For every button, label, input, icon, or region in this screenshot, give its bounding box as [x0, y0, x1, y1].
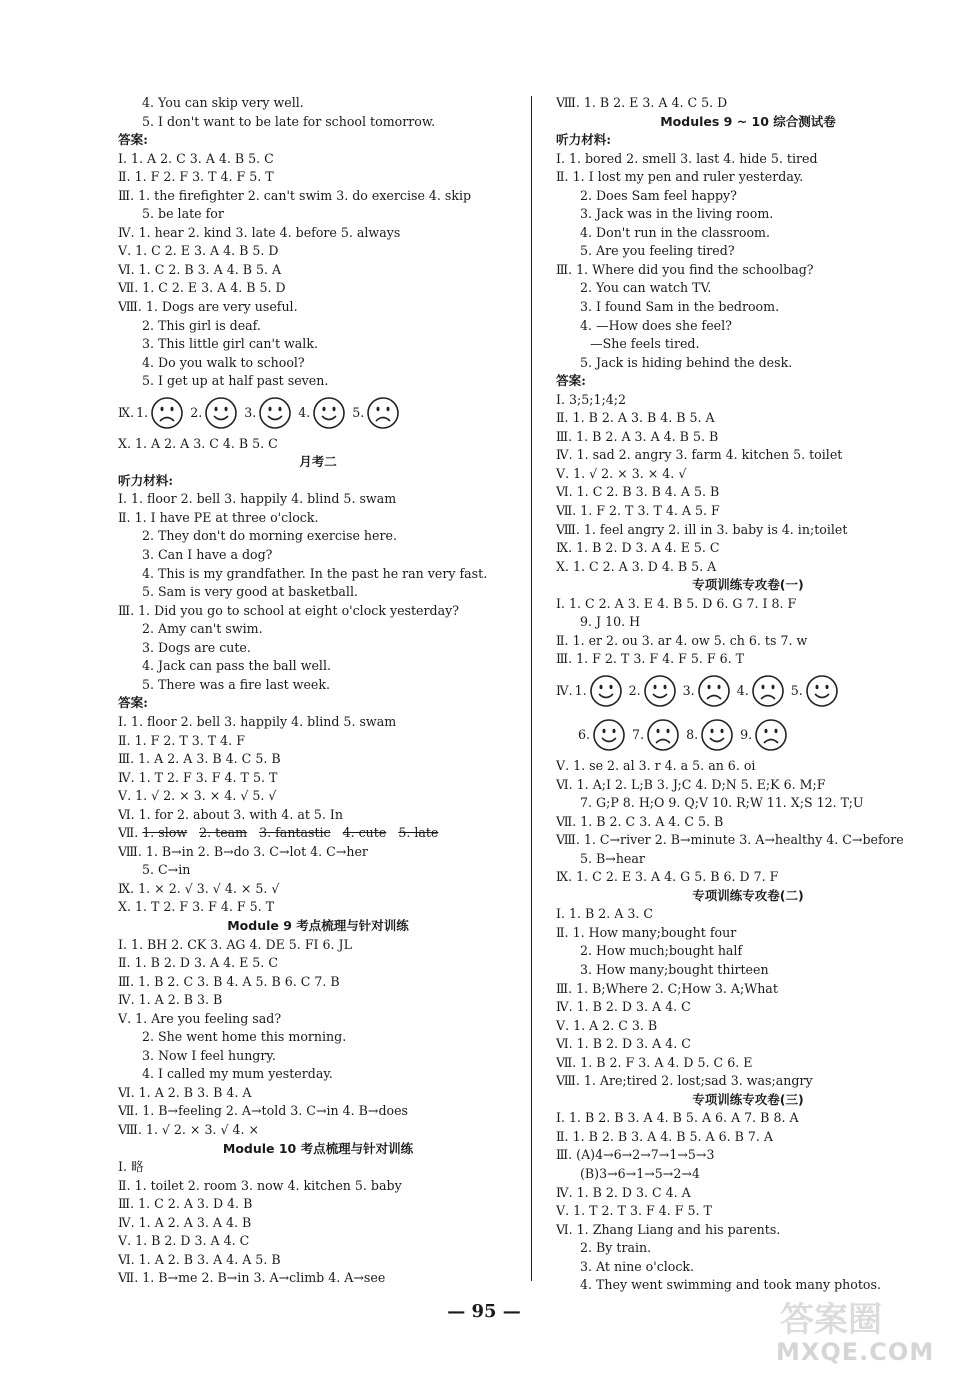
- answer-line: Ⅸ. 1. × 2. √ 3. √ 4. × 5. √: [118, 880, 280, 896]
- answer-line: Ⅵ. 1. Zhang Liang and his parents.: [556, 1221, 781, 1237]
- smiley-face-icon: [805, 674, 839, 708]
- section-title: 专项训练专攻卷(二): [692, 887, 804, 903]
- answer-line: Ⅱ. 1. B 2. B 3. A 4. B 5. A 6. B 7. A: [556, 1128, 774, 1144]
- answer-line: Ⅹ. 1. T 2. F 3. F 4. F 5. T: [118, 899, 275, 915]
- answer-line: Ⅳ. 1. B 2. D 3. C 4. A: [556, 1184, 691, 1200]
- answer-line: 5. B→hear: [580, 850, 645, 866]
- face-answer-number: 4.: [736, 683, 749, 699]
- answer-line: Ⅷ. 1. B→in 2. B→do 3. C→lot 4. C→her: [118, 843, 368, 859]
- answer-line: Ⅵ. 1. A 2. B 3. A 4. A 5. B: [118, 1251, 281, 1267]
- face-answers: [118, 391, 518, 435]
- answer-line: 5. There was a fire last week.: [142, 676, 330, 692]
- section-title: Module 9 考点梳理与针对训练: [227, 917, 409, 933]
- answer-line: 2. Does Sam feel happy?: [580, 187, 737, 203]
- sad-face-icon: [646, 718, 680, 752]
- answer-line: Ⅲ. 1. A 2. A 3. B 4. C 5. B: [118, 751, 281, 767]
- watermark-site: MXQE.COM: [776, 1338, 935, 1366]
- answer-line: Ⅴ. 1. T 2. T 3. F 4. F 5. T: [556, 1203, 712, 1219]
- section-title: Modules 9 ~ 10 综合测试卷: [660, 113, 836, 129]
- answer-line: 2. This girl is deaf.: [142, 317, 261, 333]
- smiley-face-icon: [643, 674, 677, 708]
- sad-face-icon: [697, 674, 731, 708]
- answer-line: Ⅱ. 1. B 2. D 3. A 4. E 5. C: [118, 955, 278, 971]
- answer-line: 3. Jack was in the living room.: [580, 206, 774, 222]
- page-number: — 95 —: [447, 1301, 521, 1322]
- answer-line: Ⅱ. 1. er 2. ou 3. ar 4. ow 5. ch 6. ts 7. w: [556, 632, 808, 648]
- answer-line: Ⅵ. 1. for 2. about 3. with 4. at 5. In: [118, 806, 344, 822]
- column-divider: [531, 96, 532, 1281]
- face-answer-number: 5.: [352, 405, 365, 421]
- section-title: Module 10 考点梳理与针对训练: [222, 1140, 414, 1156]
- answer-line: 2. By train.: [580, 1240, 652, 1256]
- face-answer-number: 6.: [578, 727, 591, 743]
- answer-line: 3. I found Sam in the bedroom.: [580, 299, 780, 315]
- left-column: [118, 94, 518, 1288]
- answer-line: Ⅳ. 1. sad 2. angry 3. farm 4. kitchen 5. toilet: [556, 447, 843, 463]
- face-answer-number: 1.: [136, 405, 149, 421]
- sad-face-icon: [751, 674, 785, 708]
- face-answer: [632, 718, 680, 752]
- answer-line: Ⅸ. 1. B 2. D 3. A 4. E 5. C: [556, 540, 720, 556]
- answer-line: Ⅲ. 1. B 2. A 3. A 4. B 5. B: [556, 428, 719, 444]
- smiley-face-icon: [204, 396, 238, 430]
- answer-line: 5. Jack is hiding behind the desk.: [580, 354, 793, 370]
- right-column: [556, 94, 940, 1295]
- answer-line: 4. Do you walk to school?: [142, 354, 305, 370]
- face-answers: [556, 669, 940, 713]
- face-answer-number: 8.: [686, 727, 699, 743]
- watermark: [660, 1290, 960, 1370]
- answer-line: 5. I get up at half past seven.: [142, 373, 329, 389]
- answer-line: 9. J 10. H: [580, 614, 641, 630]
- answer-line: Ⅷ. 1. √ 2. × 3. √ 4. ×: [118, 1121, 260, 1137]
- section-label: 答案:: [118, 695, 148, 711]
- answer-line: Ⅰ. 1. bored 2. smell 3. last 4. hide 5. tired: [556, 150, 818, 166]
- section-title: 专项训练专攻卷(一): [692, 577, 804, 593]
- answer-line: 5. Are you feeling tired?: [580, 243, 735, 259]
- answer-line: 2. Amy can't swim.: [142, 621, 263, 637]
- line-prefix: Ⅳ.: [556, 683, 573, 699]
- answer-line: Ⅶ. 1. B→feeling 2. A→told 3. C→in 4. B→does: [118, 1103, 409, 1119]
- smiley-face-icon: [258, 396, 292, 430]
- answer-line: 3. Dogs are cute.: [142, 639, 251, 655]
- struck-answer: 1. slow: [142, 825, 188, 841]
- answer-line: 5. I don't want to be late for school tomorrow.: [142, 113, 436, 129]
- answer-line: Ⅰ. 3;5;1;4;2: [556, 391, 627, 407]
- answer-line: Ⅰ. 1. B 2. A 3. C: [556, 906, 654, 922]
- answer-line: Ⅳ. 1. T 2. F 3. F 4. T 5. T: [118, 769, 278, 785]
- answer-line: Ⅵ. 1. B 2. D 3. A 4. C: [556, 1036, 691, 1052]
- answer-line: 5. Sam is very good at basketball.: [142, 584, 358, 600]
- section-label: 听力材料:: [118, 472, 174, 488]
- answer-line: Ⅹ. 1. A 2. A 3. C 4. B 5. C: [118, 435, 278, 451]
- answer-line: Ⅳ. 1. B 2. D 3. A 4. C: [556, 999, 691, 1015]
- answer-line: 3. This little girl can't walk.: [142, 336, 318, 352]
- answer-line: Ⅵ. 1. A 2. B 3. B 4. A: [118, 1084, 252, 1100]
- answer-line: Ⅱ. 1. I have PE at three o'clock.: [118, 509, 319, 525]
- face-answer: [578, 718, 626, 752]
- face-answer-number: 9.: [740, 727, 753, 743]
- answer-line: 3. Can I have a dog?: [142, 547, 273, 563]
- answer-line: Ⅱ. 1. I lost my pen and ruler yesterday.: [556, 169, 804, 185]
- answer-line: Ⅰ. 1. C 2. A 3. E 4. B 5. D 6. G 7. I 8. F: [556, 595, 797, 611]
- answer-line: Ⅴ. 1. √ 2. × 3. × 4. √: [556, 465, 687, 481]
- answer-line: Ⅹ. 1. C 2. A 3. D 4. B 5. A: [556, 558, 717, 574]
- face-answers: [556, 713, 940, 757]
- face-answer-number: 3.: [682, 683, 695, 699]
- answer-line: Ⅰ. 1. floor 2. bell 3. happily 4. blind 5. swam: [118, 713, 397, 729]
- struck-answer: 3. fantastic: [259, 825, 331, 841]
- answer-line: Ⅱ. 1. B 2. A 3. B 4. B 5. A: [556, 410, 715, 426]
- face-answer: [298, 396, 346, 430]
- face-answer: [575, 674, 623, 708]
- answer-line: Ⅴ. 1. C 2. E 3. A 4. B 5. D: [118, 243, 279, 259]
- answer-line: Ⅴ. 1. √ 2. × 3. × 4. √ 5. √: [118, 788, 277, 804]
- face-answer: [136, 396, 184, 430]
- answer-line: Ⅰ. 1. BH 2. CK 3. AG 4. DE 5. FI 6. JL: [118, 936, 352, 952]
- answer-line: Ⅶ. 1. B 2. F 3. A 4. D 5. C 6. E: [556, 1054, 753, 1070]
- face-answer-number: 7.: [632, 727, 645, 743]
- answer-line: Ⅱ. 1. How many;bought four: [556, 924, 737, 940]
- struck-answer: 5. late: [398, 825, 439, 841]
- smiley-face-icon: [700, 718, 734, 752]
- answer-line: 2. She went home this morning.: [142, 1029, 347, 1045]
- answer-line: 3. Now I feel hungry.: [142, 1047, 276, 1063]
- answer-line: Ⅰ. 1. floor 2. bell 3. happily 4. blind 5. swam: [118, 491, 397, 507]
- answer-line: Ⅳ. 1. A 2. B 3. B: [118, 992, 223, 1008]
- answer-line: 4. This is my grandfather. In the past he ran very fast.: [142, 565, 488, 581]
- face-answer: [244, 396, 292, 430]
- face-answer: [686, 718, 734, 752]
- face-answer-number: 2.: [190, 405, 203, 421]
- answer-line: Ⅱ. 1. toilet 2. room 3. now 4. kitchen 5. baby: [118, 1177, 402, 1193]
- answer-line: 4. Don't run in the classroom.: [580, 224, 770, 240]
- section-label: 答案:: [556, 373, 586, 389]
- answer-line: Ⅷ. 1. B 2. E 3. A 4. C 5. D: [556, 95, 728, 110]
- answer-line: 4. —How does she feel?: [580, 317, 732, 333]
- answer-line: Ⅲ. 1. Where did you find the schoolbag?: [556, 261, 814, 277]
- answer-line: Ⅲ. 1. B;Where 2. C;How 3. A;What: [556, 980, 778, 996]
- answer-line: Ⅱ. 1. F 2. F 3. T 4. F 5. T: [118, 169, 274, 185]
- answer-line: Ⅷ. 1. Dogs are very useful.: [118, 299, 298, 315]
- face-answer: [791, 674, 839, 708]
- answer-line: 2. You can watch TV.: [580, 280, 712, 296]
- face-answer-number: 5.: [790, 683, 803, 699]
- watermark-logo: 答案圈: [780, 1300, 882, 1340]
- answer-line: Ⅶ. 1. C 2. E 3. A 4. B 5. D: [118, 280, 286, 296]
- section-label: 答案:: [118, 132, 148, 148]
- section-title: 月考二: [299, 454, 337, 470]
- answer-line: 4. They went swimming and took many photos.: [580, 1277, 881, 1293]
- answer-line: Ⅰ. 1. A 2. C 3. A 4. B 5. C: [118, 150, 274, 166]
- smiley-face-icon: [312, 396, 346, 430]
- face-answer-number: 3.: [244, 405, 257, 421]
- sad-face-icon: [754, 718, 788, 752]
- face-answer: [683, 674, 731, 708]
- section-label: 听力材料:: [556, 132, 612, 148]
- answer-line: 3. How many;bought thirteen: [580, 961, 769, 977]
- answer-line: 7. G;P 8. H;O 9. Q;V 10. R;W 11. X;S 12. T;U: [580, 795, 864, 811]
- struck-answer: 2. team: [199, 825, 248, 841]
- answer-line: 2. How much;bought half: [580, 943, 743, 959]
- answer-line: 3. At nine o'clock.: [580, 1258, 695, 1274]
- face-answer: [352, 396, 400, 430]
- face-answer: [740, 718, 788, 752]
- section-title: 专项训练专攻卷(三): [692, 1091, 804, 1107]
- answer-line: Ⅷ. 1. feel angry 2. ill in 3. baby is 4. in;toilet: [556, 521, 848, 537]
- answer-line: Ⅰ. 1. B 2. B 3. A 4. B 5. A 6. A 7. B 8. A: [556, 1110, 799, 1126]
- answer-line: 5. be late for: [142, 206, 224, 222]
- face-answer: [629, 674, 677, 708]
- answer-line: Ⅴ. 1. B 2. D 3. A 4. C: [118, 1233, 250, 1249]
- face-answer: [737, 674, 785, 708]
- answer-line: Ⅴ. 1. se 2. al 3. r 4. a 5. an 6. oi: [556, 757, 756, 773]
- answer-line: 2. They don't do morning exercise here.: [142, 528, 397, 544]
- answer-line: Ⅷ. 1. C→river 2. B→minute 3. A→healthy 4. C→before: [556, 832, 904, 848]
- sad-face-icon: [366, 396, 400, 430]
- answer-line: Ⅷ. 1. Are;tired 2. lost;sad 3. was;angry: [556, 1073, 813, 1089]
- answer-line: Ⅴ. 1. A 2. C 3. B: [556, 1017, 658, 1033]
- face-answer-number: 1.: [574, 683, 587, 699]
- answer-line: Ⅵ. 1. A;I 2. L;B 3. J;C 4. D;N 5. E;K 6. M;F: [556, 776, 826, 792]
- answer-line: Ⅸ. 1. C 2. E 3. A 4. G 5. B 6. D 7. F: [556, 869, 779, 885]
- answer-line: Ⅲ. 1. Did you go to school at eight o'clock yesterday?: [118, 602, 459, 618]
- face-answer: [190, 396, 238, 430]
- answer-line: Ⅳ. 1. A 2. A 3. A 4. B: [118, 1214, 252, 1230]
- answer-line: Ⅶ. 1. B 2. C 3. A 4. C 5. B: [556, 813, 724, 829]
- answer-line: Ⅱ. 1. F 2. T 3. T 4. F: [118, 732, 245, 748]
- answer-line: Ⅶ. 1. B→me 2. B→in 3. A→climb 4. A→see: [118, 1270, 386, 1286]
- answer-line: Ⅲ. 1. the firefighter 2. can't swim 3. do exercise 4. skip: [118, 187, 472, 203]
- sad-face-icon: [150, 396, 184, 430]
- answer-line: Ⅲ. 1. C 2. A 3. D 4. B: [118, 1196, 253, 1212]
- answer-line: Ⅰ. 略: [118, 1159, 144, 1175]
- face-answer-number: 2.: [628, 683, 641, 699]
- answer-line: —She feels tired.: [590, 336, 700, 352]
- face-answer-number: 4.: [298, 405, 311, 421]
- answer-line: 4. Jack can pass the ball well.: [142, 658, 331, 674]
- struck-answer: 4. cute: [342, 825, 387, 841]
- answer-line: (B)3→6→1→5→2→4: [580, 1165, 700, 1181]
- answer-line: Ⅲ. 1. B 2. C 3. B 4. A 5. B 6. C 7. B: [118, 973, 340, 989]
- smiley-face-icon: [589, 674, 623, 708]
- answer-line: Ⅳ. 1. hear 2. kind 3. late 4. before 5. always: [118, 224, 401, 240]
- answer-line: Ⅲ. (A)4→6→2→7→1→5→3: [556, 1147, 715, 1163]
- answer-line: Ⅵ. 1. C 2. B 3. B 4. A 5. B: [556, 484, 720, 500]
- answer-line: Ⅴ. 1. Are you feeling sad?: [118, 1010, 282, 1026]
- line-prefix: Ⅸ.: [118, 405, 135, 421]
- line-prefix: Ⅶ.: [118, 825, 143, 841]
- answer-line: Ⅵ. 1. C 2. B 3. A 4. B 5. A: [118, 261, 282, 277]
- answer-line: 4. You can skip very well.: [142, 95, 304, 110]
- answer-line: [118, 824, 518, 843]
- answer-line: 5. C→in: [142, 862, 191, 878]
- smiley-face-icon: [592, 718, 626, 752]
- answer-line: 4. I called my mum yesterday.: [142, 1066, 333, 1082]
- answer-line: Ⅶ. 1. F 2. T 3. T 4. A 5. F: [556, 503, 720, 519]
- answer-line: Ⅲ. 1. F 2. T 3. F 4. F 5. F 6. T: [556, 651, 745, 667]
